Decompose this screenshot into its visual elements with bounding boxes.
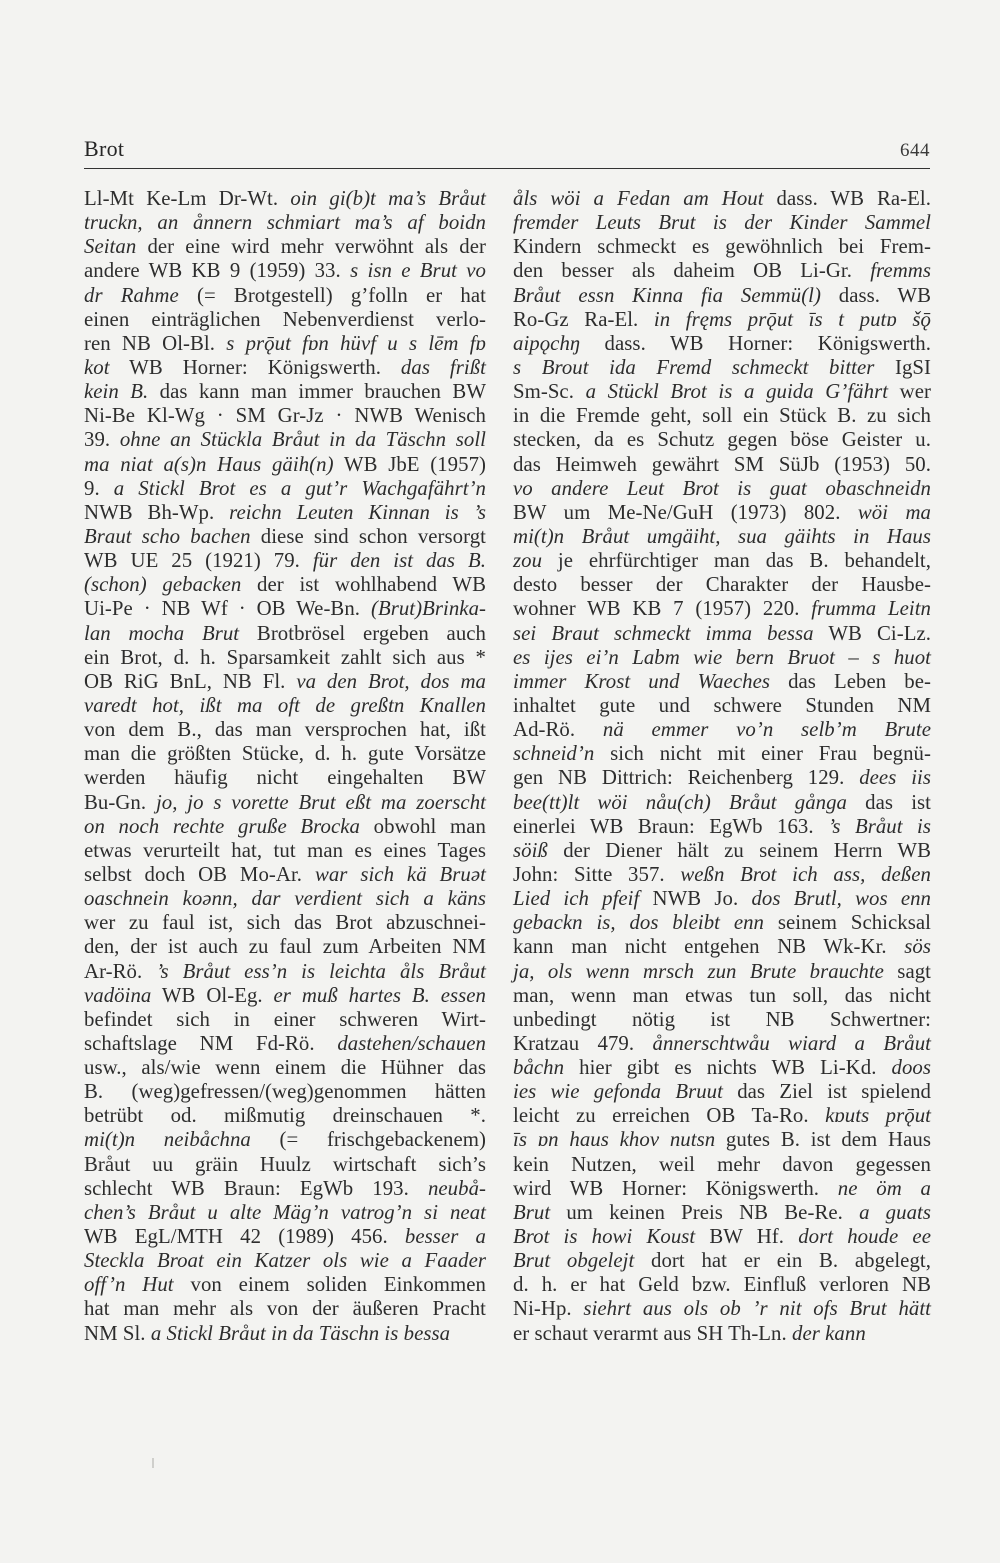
roman-segment: NWB Bh-Wp. bbox=[84, 500, 230, 524]
roman-segment: NM Sl. bbox=[84, 1321, 151, 1345]
roman-segment: Bråut uu gräin Huulz wirtschaft sich’s bbox=[84, 1152, 486, 1176]
text-line bbox=[84, 259, 486, 283]
italic-dialect-segment: schneid’n bbox=[513, 742, 595, 766]
italic-dialect-segment: es ijes ei’n Labm wie bern Bruot – s huot bbox=[513, 645, 931, 669]
italic-dialect-segment: (schon) gebacken bbox=[84, 573, 242, 597]
italic-dialect-segment: er muß hartes B. essen bbox=[273, 983, 487, 1007]
italic-dialect-segment: neubå- bbox=[427, 1176, 486, 1200]
text-line bbox=[513, 1249, 931, 1273]
text-line bbox=[513, 839, 931, 863]
text-line bbox=[84, 694, 486, 718]
text-line bbox=[84, 670, 486, 694]
roman-segment: BW um Me-Ne/GuH (1973) 802. bbox=[513, 500, 858, 524]
italic-dialect-segment: īs ɒn haus khov nutsn bbox=[513, 1128, 716, 1152]
text-line bbox=[84, 1322, 486, 1346]
roman-segment: der ist wohlhabend WB bbox=[241, 573, 487, 597]
text-line bbox=[84, 791, 486, 815]
headword: Brot bbox=[84, 136, 125, 161]
roman-segment: diese sind schon versorgt bbox=[250, 524, 487, 548]
text-line bbox=[84, 525, 486, 549]
italic-dialect-segment: siehrt aus ols ob ’r nit ofs Brut hätt bbox=[583, 1297, 931, 1321]
roman-segment: obwohl man bbox=[360, 814, 486, 838]
italic-dialect-segment: für den ist das B. bbox=[312, 549, 486, 573]
text-line bbox=[513, 791, 931, 815]
text-line bbox=[513, 1032, 931, 1056]
italic-dialect-segment: Steckla Broat ein Katzer ols wie a Faader bbox=[84, 1249, 486, 1273]
italic-dialect-segment: kot bbox=[84, 355, 110, 379]
text-line bbox=[84, 863, 486, 887]
roman-segment: gen NB Dittrich: Reichenberg 129. bbox=[513, 766, 860, 790]
roman-segment: (= Brotgestell) g’folln er hat bbox=[178, 283, 486, 307]
italic-dialect-segment: zou bbox=[513, 549, 543, 573]
roman-segment: Ni-Be Kl-Wg · SM Gr-Jz · NWB Wenisch bbox=[84, 404, 486, 428]
text-line bbox=[513, 670, 931, 694]
text-line bbox=[513, 622, 931, 646]
roman-segment: WB Horner: Königswerth. bbox=[109, 355, 401, 379]
text-line bbox=[513, 380, 931, 404]
text-line bbox=[84, 428, 486, 452]
text-line bbox=[84, 404, 486, 428]
roman-segment: befindet sich in einer schweren Wirt- bbox=[84, 1007, 486, 1031]
text-line bbox=[513, 211, 931, 235]
italic-dialect-segment: Bråut essn Kinna fia Semmü(l) bbox=[513, 283, 821, 307]
italic-dialect-segment: a Stickl Bråut in da Täschn is bessa bbox=[150, 1321, 451, 1345]
text-line bbox=[513, 501, 931, 525]
text-line bbox=[513, 525, 931, 549]
text-line bbox=[513, 815, 931, 839]
roman-segment: kein Nutzen, weil mehr davon gegessen bbox=[513, 1152, 931, 1176]
text-line bbox=[84, 356, 486, 380]
italic-dialect-segment: off’n Hut bbox=[84, 1273, 174, 1297]
roman-segment: hat man mehr als von der äußeren Pracht bbox=[84, 1297, 486, 1321]
italic-dialect-segment: ’s Bråut is bbox=[828, 814, 931, 838]
text-line bbox=[84, 839, 486, 863]
roman-segment: wohner WB KB 7 (1957) 220. bbox=[513, 597, 812, 621]
italic-dialect-segment: kein B. bbox=[84, 380, 149, 404]
italic-dialect-segment: fremder Leuts Brut is der Kinder Sammel bbox=[513, 211, 931, 235]
italic-dialect-segment: mi(t)n neibåchna bbox=[84, 1128, 251, 1152]
text-line bbox=[513, 597, 931, 621]
text-line bbox=[513, 887, 931, 911]
roman-segment: schaftslage NM Fd-Rö. bbox=[84, 1031, 338, 1055]
text-line bbox=[84, 1153, 486, 1177]
text-line bbox=[513, 1201, 931, 1225]
text-line bbox=[513, 1177, 931, 1201]
roman-segment: etwas verurteilt hat, tut man es eines Tages bbox=[84, 838, 486, 862]
text-line bbox=[513, 549, 931, 573]
text-line bbox=[513, 1273, 931, 1297]
roman-segment: usw., als/wie wenn einem die Hühner das bbox=[84, 1056, 486, 1080]
text-line bbox=[84, 622, 486, 646]
text-line bbox=[84, 380, 486, 404]
italic-dialect-segment: on noch rechte gruße Brocka bbox=[84, 814, 361, 838]
roman-segment: um keinen Preis NB Be-Re. bbox=[550, 1200, 860, 1224]
roman-segment: Ui-Pe · NB Wf · OB We-Bn. bbox=[84, 597, 371, 621]
roman-segment: man, wenn man etwas tun soll, das nicht bbox=[513, 983, 931, 1007]
italic-dialect-segment: åls wöi a Fedan am Hout bbox=[513, 187, 764, 210]
text-line bbox=[513, 332, 931, 356]
roman-segment: leicht zu erreichen OB Ta-Ro. bbox=[513, 1104, 826, 1128]
roman-segment: gutes B. ist dem Haus bbox=[715, 1128, 931, 1152]
roman-segment: John: Sitte 357. bbox=[513, 862, 681, 886]
text-line bbox=[513, 1225, 931, 1249]
italic-dialect-segment: a Stückl Brot is a guida G’fährt bbox=[585, 380, 889, 404]
text-line bbox=[513, 694, 931, 718]
italic-dialect-segment: ies wie gefonda Bruut bbox=[513, 1080, 723, 1104]
roman-segment: B. (weg)gefressen/(weg)genommen hätten bbox=[84, 1080, 486, 1104]
roman-segment: er schaut verarmt aus SH Th-Ln. bbox=[513, 1321, 793, 1345]
text-line bbox=[84, 887, 486, 911]
italic-dialect-segment: varedt hot, ißt ma oft de greßtn Knallen bbox=[84, 693, 486, 717]
italic-dialect-segment: sös bbox=[904, 935, 931, 959]
text-line bbox=[84, 1056, 486, 1080]
roman-segment: wer bbox=[888, 380, 932, 404]
roman-segment: NWB Jo. bbox=[639, 887, 752, 911]
roman-segment: betrübt od. mißmutig dreinschauen *. bbox=[84, 1104, 486, 1128]
text-line bbox=[84, 501, 486, 525]
text-line bbox=[84, 1297, 486, 1321]
text-line bbox=[513, 428, 931, 452]
text-line bbox=[513, 573, 931, 597]
italic-dialect-segment: (Brut)Brinka- bbox=[370, 597, 486, 621]
roman-segment: ren NB Ol-Bl. bbox=[84, 331, 227, 355]
roman-segment: stecken, da es Schutz gegen böse Geister u. bbox=[513, 428, 931, 452]
text-line bbox=[84, 187, 486, 211]
roman-segment: unbedingt nötig ist NB Schwertner: bbox=[513, 1007, 931, 1031]
text-line bbox=[84, 646, 486, 670]
roman-segment: 39. bbox=[84, 428, 120, 452]
text-line bbox=[84, 1225, 486, 1249]
roman-segment: sagt bbox=[883, 959, 932, 983]
text-line bbox=[513, 911, 931, 935]
roman-segment: Brotbrösel ergeben auch bbox=[239, 621, 486, 645]
roman-segment: dort hat er ein B. abgelegt, bbox=[634, 1249, 931, 1273]
italic-dialect-segment: chen’s Bråut u alte Mäg’n vatrog’n si neat bbox=[84, 1200, 486, 1224]
roman-segment: WB EgL/MTH 42 (1989) 456. bbox=[84, 1225, 405, 1249]
page-number: 644 bbox=[900, 140, 930, 161]
roman-segment: Ar-Rö. bbox=[84, 959, 157, 983]
italic-dialect-segment: båchn bbox=[513, 1056, 565, 1080]
text-line bbox=[513, 1322, 931, 1346]
roman-segment: WB UE 25 (1921) 79. bbox=[84, 549, 313, 573]
italic-dialect-segment: besser a bbox=[404, 1225, 486, 1249]
left-column bbox=[84, 187, 486, 1346]
roman-segment: je ehrfürchtiger man das B. behandelt, bbox=[542, 549, 931, 573]
italic-dialect-segment: dees iis bbox=[859, 766, 932, 790]
italic-dialect-segment: oaschnein koənn, dar verdient sich a käns bbox=[84, 887, 486, 911]
italic-dialect-segment: fremms bbox=[870, 259, 931, 283]
italic-dialect-segment: Seitan bbox=[84, 235, 137, 259]
italic-dialect-segment: truckn, an ånnern schmiart ma’s af boidn bbox=[84, 211, 486, 235]
text-line bbox=[513, 1104, 931, 1128]
italic-dialect-segment: a Stickl Brot es a gut’r Wachgafährt’n bbox=[113, 476, 486, 500]
roman-segment: Kindern schmeckt es gewöhnlich bei Frem- bbox=[513, 235, 931, 259]
text-line bbox=[513, 863, 931, 887]
roman-segment: wird WB Horner: Königswerth. bbox=[513, 1176, 838, 1200]
italic-dialect-segment: söiß bbox=[513, 838, 548, 862]
text-line bbox=[84, 308, 486, 332]
roman-segment: dass. WB Horner: Königswerth. bbox=[579, 331, 931, 355]
text-line bbox=[84, 284, 486, 308]
scan-speck bbox=[152, 1458, 154, 1468]
roman-segment: Ro-Gz Ra-El. bbox=[513, 307, 654, 331]
italic-dialect-segment: mi(t)n Bråut umgäiht, sua gäihts in Haus bbox=[513, 524, 931, 548]
text-line bbox=[513, 284, 931, 308]
text-line bbox=[84, 477, 486, 501]
roman-segment: dass. WB Ra-El. bbox=[763, 187, 931, 210]
italic-dialect-segment: doos bbox=[891, 1056, 931, 1080]
text-line bbox=[84, 1008, 486, 1032]
text-line bbox=[84, 815, 486, 839]
italic-dialect-segment: sei Braut schmeckt imma bessa bbox=[513, 621, 814, 645]
text-line bbox=[84, 332, 486, 356]
text-line bbox=[513, 477, 931, 501]
italic-dialect-segment: Lied ich pfeif bbox=[513, 887, 640, 911]
roman-segment: das Leben be- bbox=[770, 669, 931, 693]
italic-dialect-segment: reichn Leuten Kinnan is ’s bbox=[229, 500, 486, 524]
roman-segment: BW Hf. bbox=[695, 1225, 799, 1249]
text-line bbox=[84, 1080, 486, 1104]
italic-dialect-segment: nä emmer vo’n selb’m Brute bbox=[602, 718, 931, 742]
italic-dialect-segment: ohne an Stückla Bråut in da Täschn soll bbox=[119, 428, 486, 452]
roman-segment: das Ziel ist spielend bbox=[722, 1080, 931, 1104]
text-line bbox=[84, 742, 486, 766]
text-line bbox=[84, 984, 486, 1008]
roman-segment: man die größten Stücke, d. h. gute Vorsätze bbox=[84, 742, 486, 766]
italic-dialect-segment: immer Krost und Waeches bbox=[513, 669, 770, 693]
text-line bbox=[84, 935, 486, 959]
text-line bbox=[513, 1008, 931, 1032]
roman-segment: OB RiG BnL, NB Fl. bbox=[84, 669, 297, 693]
text-line bbox=[513, 1080, 931, 1104]
roman-segment: WB JbE (1957) bbox=[333, 452, 486, 476]
running-header bbox=[84, 132, 930, 169]
roman-segment: ein Brot, d. h. Sparsamkeit zahlt sich aus * bbox=[84, 645, 486, 669]
italic-dialect-segment: dastehen/schauen bbox=[337, 1031, 486, 1055]
roman-segment: WB Ol-Eg. bbox=[151, 983, 274, 1007]
text-line bbox=[513, 259, 931, 283]
italic-dialect-segment: weßn Brot ich ass, deßen bbox=[680, 862, 931, 886]
italic-dialect-segment: Brot is howi Koust bbox=[513, 1225, 696, 1249]
italic-dialect-segment: va den Brot, dos ma bbox=[296, 669, 486, 693]
roman-segment: in die Fremde geht, soll ein Stück B. zu sich bbox=[513, 404, 931, 428]
text-line bbox=[513, 308, 931, 332]
text-line bbox=[84, 1249, 486, 1273]
text-line bbox=[84, 1273, 486, 1297]
italic-dialect-segment: Brut obgelejt bbox=[513, 1249, 635, 1273]
roman-segment: desto besser der Charakter der Hausbe- bbox=[513, 573, 931, 597]
text-line bbox=[513, 187, 931, 211]
italic-dialect-segment: ne öm a bbox=[837, 1176, 931, 1200]
text-line bbox=[513, 404, 931, 428]
roman-segment: WB Ci-Lz. bbox=[813, 621, 931, 645]
roman-segment: 9. bbox=[84, 476, 114, 500]
italic-dialect-segment: lan mocha Brut bbox=[84, 621, 240, 645]
roman-segment: Kratzau 479. bbox=[513, 1031, 653, 1055]
italic-dialect-segment: ja, ols wenn mrsch zun Brute brauchte bbox=[513, 959, 884, 983]
right-column bbox=[513, 187, 931, 1346]
text-line bbox=[513, 646, 931, 670]
text-line bbox=[84, 1177, 486, 1201]
text-line bbox=[84, 573, 486, 597]
text-line bbox=[513, 1056, 931, 1080]
italic-dialect-segment: frumma Leitn bbox=[811, 597, 931, 621]
roman-segment: Ll-Mt Ke-Lm Dr-Wt. bbox=[84, 187, 291, 210]
text-line bbox=[84, 549, 486, 573]
italic-dialect-segment: ånnerschtwåu wiard a Bråut bbox=[652, 1031, 931, 1055]
italic-dialect-segment: wöi ma bbox=[857, 500, 932, 524]
roman-segment: kann man nicht entgehen NB Wk-Kr. bbox=[513, 935, 905, 959]
italic-dialect-segment: jo, jo s vorette Brut eßt ma zoerscht bbox=[155, 790, 486, 814]
roman-segment: seinem Schicksal bbox=[764, 911, 931, 935]
italic-dialect-segment: dos Brutl, wos enn bbox=[751, 887, 931, 911]
roman-segment: Ad-Rö. bbox=[513, 718, 603, 742]
italic-dialect-segment: gebackn is, dos bleibt enn bbox=[513, 911, 764, 935]
roman-segment: (= frischgebackenem) bbox=[250, 1128, 486, 1152]
roman-segment: inhaltet gute und schwere Stunden NM bbox=[513, 693, 931, 717]
italic-dialect-segment: in fręms prǭut īs t putɒ šǭ bbox=[653, 307, 931, 331]
italic-dialect-segment: Brut bbox=[513, 1200, 551, 1224]
roman-segment: das ist bbox=[847, 790, 932, 814]
italic-dialect-segment: ’s Bråut ess’n is leichta åls Bråut bbox=[156, 959, 486, 983]
text-line bbox=[513, 235, 931, 259]
italic-dialect-segment: ma niat a(s)n Haus gäih(n) bbox=[84, 452, 334, 476]
text-line bbox=[513, 1128, 931, 1152]
italic-dialect-segment: a guats bbox=[859, 1200, 931, 1224]
roman-segment: Bu-Gn. bbox=[84, 790, 156, 814]
roman-segment: andere WB KB 9 (1959) 33. bbox=[84, 259, 351, 283]
italic-dialect-segment: vadöina bbox=[84, 983, 152, 1007]
text-line bbox=[513, 960, 931, 984]
text-line bbox=[513, 453, 931, 477]
text-line bbox=[84, 453, 486, 477]
roman-segment: dass. WB bbox=[820, 283, 931, 307]
text-line bbox=[513, 718, 931, 742]
text-line bbox=[84, 1201, 486, 1225]
roman-segment: von dem B., das man versprochen hat, ißt bbox=[84, 718, 486, 742]
text-line bbox=[84, 1104, 486, 1128]
roman-segment: das kann man immer brauchen BW bbox=[148, 380, 486, 404]
italic-dialect-segment: war sich kä Bruət bbox=[314, 862, 486, 886]
roman-segment: schlecht WB Braun: EgWb 193. bbox=[84, 1176, 428, 1200]
roman-segment: werden häufig nicht eingehalten BW bbox=[84, 766, 486, 790]
text-line bbox=[84, 766, 486, 790]
italic-dialect-segment: dort houde ee bbox=[798, 1225, 931, 1249]
text-line bbox=[84, 1032, 486, 1056]
roman-segment: sich nicht mit einer Frau begnü- bbox=[594, 742, 931, 766]
text-line bbox=[84, 960, 486, 984]
roman-segment: das Heimweh gewährt SM SüJb (1953) 50. bbox=[513, 452, 931, 476]
roman-segment: von einem soliden Einkommen bbox=[173, 1273, 486, 1297]
italic-dialect-segment: Braut scho bachen bbox=[84, 524, 251, 548]
roman-segment: selbst doch OB Mo-Ar. bbox=[84, 862, 315, 886]
roman-segment: einerlei WB Braun: EgWb 163. bbox=[513, 814, 829, 838]
italic-dialect-segment: das frißt bbox=[400, 355, 487, 379]
roman-segment: wer zu faul ist, sich das Brot abzuschnei- bbox=[84, 911, 486, 935]
text-line bbox=[513, 356, 931, 380]
text-line bbox=[513, 935, 931, 959]
italic-dialect-segment: vo andere Leut Brot is guat obaschneidn bbox=[513, 476, 931, 500]
roman-segment: einen einträglichen Nebenverdienst verlo- bbox=[84, 307, 486, 331]
roman-segment: IgSI bbox=[874, 355, 931, 379]
text-line bbox=[84, 718, 486, 742]
roman-segment: der Diener hält zu seinem Herrn WB bbox=[547, 838, 931, 862]
text-line bbox=[84, 211, 486, 235]
italic-dialect-segment: s Brout ida Fremd schmeckt bitter bbox=[513, 355, 875, 379]
text-line bbox=[513, 984, 931, 1008]
italic-dialect-segment: aipǫchŋ bbox=[513, 331, 580, 355]
italic-dialect-segment: dr Rahme bbox=[84, 283, 179, 307]
roman-segment: den besser als daheim OB Li-Gr. bbox=[513, 259, 871, 283]
roman-segment: den, der ist auch zu faul zum Arbeiten NM bbox=[84, 935, 486, 959]
italic-dialect-segment: kɒuts prǭut bbox=[825, 1104, 931, 1128]
text-line bbox=[84, 911, 486, 935]
roman-segment: d. h. er hat Geld bzw. Einfluß verloren NB bbox=[513, 1273, 931, 1297]
roman-segment: der eine wird mehr verwöhnt als der bbox=[136, 235, 486, 259]
text-line bbox=[84, 597, 486, 621]
text-line bbox=[513, 766, 931, 790]
roman-segment: hier gibt es nichts WB Li-Kd. bbox=[564, 1056, 892, 1080]
italic-dialect-segment: s isn e Brut vo bbox=[350, 259, 486, 283]
italic-dialect-segment: bee(tt)lt wöi nåu(ch) Bråut gånga bbox=[513, 790, 848, 814]
italic-dialect-segment: oin gi(b)t ma’s Bråut bbox=[290, 187, 486, 210]
text-line bbox=[84, 1128, 486, 1152]
italic-dialect-segment: der kann bbox=[792, 1321, 866, 1345]
italic-dialect-segment: s prǭut fɒn hüvf u s lēm fɒ bbox=[226, 331, 486, 355]
roman-segment: Ni-Hp. bbox=[513, 1297, 584, 1321]
roman-segment: Sm-Sc. bbox=[513, 380, 586, 404]
text-line bbox=[513, 742, 931, 766]
text-line bbox=[84, 235, 486, 259]
text-line bbox=[513, 1297, 931, 1321]
text-line bbox=[513, 1153, 931, 1177]
